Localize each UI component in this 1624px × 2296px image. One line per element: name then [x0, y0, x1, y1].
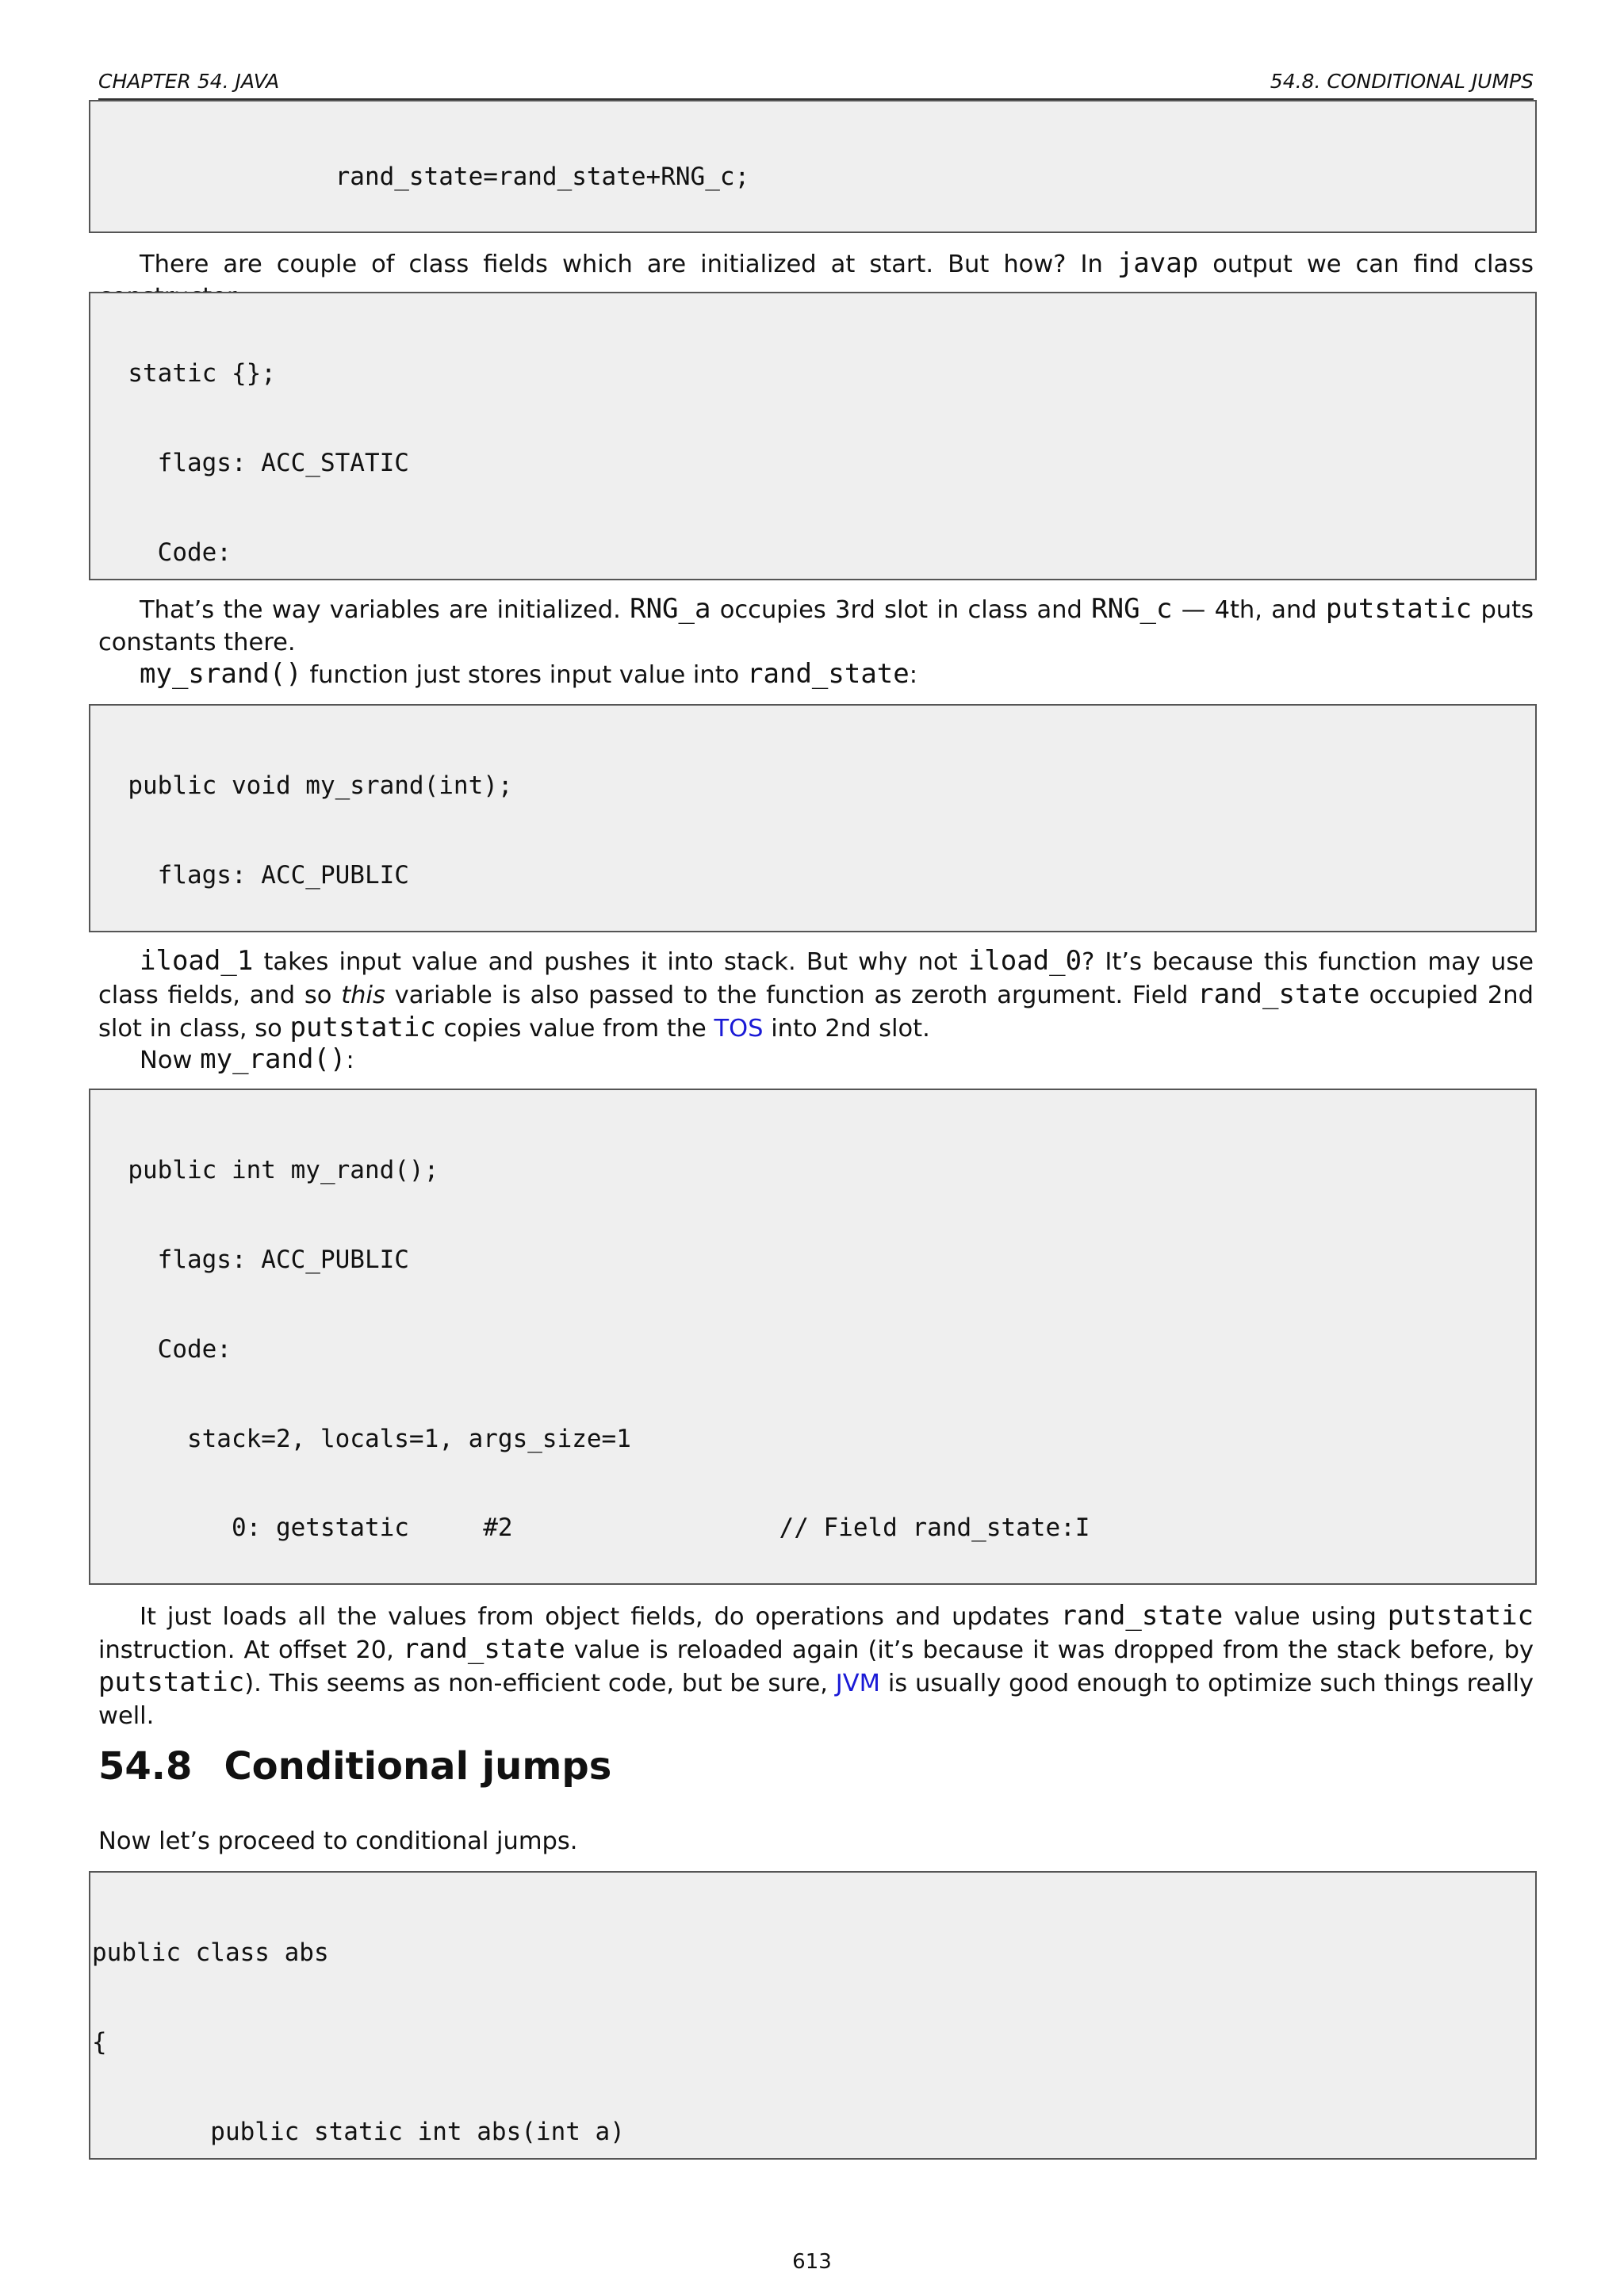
- text: Now let’s proceed to conditional jumps.: [98, 1827, 578, 1855]
- inline-code: putstatic: [1387, 1600, 1534, 1632]
- inline-code: rand_state: [1060, 1600, 1224, 1632]
- text: occupies 3rd slot in class and: [710, 596, 1092, 624]
- text: copies value from the: [435, 1015, 714, 1043]
- inline-code: RNG_a: [630, 593, 711, 625]
- code-block-2: [89, 292, 1537, 580]
- text: occupied 2nd slot in class, so: [98, 982, 1534, 1043]
- code-line: public static int abs(int a): [92, 2117, 625, 2146]
- code-block-1: [89, 100, 1537, 233]
- code-line: 0: getstatic #2 // Field rand_state:I: [98, 1513, 1090, 1543]
- glossary-link-tos[interactable]: TOS: [714, 1015, 764, 1043]
- inline-code: putstatic: [1325, 593, 1473, 625]
- code-line: flags: ACC_PUBLIC: [98, 1245, 409, 1274]
- text: :: [909, 661, 918, 689]
- inline-code: RNG_c: [1091, 593, 1173, 625]
- text: puts constants there.: [98, 596, 1534, 656]
- text: It just loads all the values from object fields, do operations and updates: [140, 1603, 1061, 1631]
- text: variable is also passed to the function as zeroth argument. Field: [385, 982, 1198, 1009]
- header-section: 54.8. CONDITIONAL JUMPS: [1270, 70, 1534, 93]
- text: into 2nd slot.: [763, 1015, 930, 1043]
- code-line: flags: ACC_STATIC: [98, 448, 409, 477]
- text: Now: [140, 1047, 201, 1074]
- text: value using: [1223, 1603, 1388, 1631]
- inline-code: putstatic: [289, 1012, 436, 1043]
- code-line: rand_state=rand_state+RNG_c;: [98, 163, 750, 192]
- code-line: static {};: [98, 359, 276, 388]
- text: :: [346, 1047, 354, 1074]
- code-line: Code:: [98, 538, 232, 567]
- code-block-4: [89, 1089, 1537, 1585]
- inline-code: my_srand(): [140, 658, 302, 690]
- section-title-text: Conditional jumps: [224, 1744, 612, 1789]
- paragraph: [98, 1600, 1534, 1732]
- text: ? It’s because this function may use class fields, and so: [98, 948, 1534, 1009]
- header-chapter: CHAPTER 54. JAVA: [98, 70, 280, 93]
- paragraph: [98, 1043, 1534, 1077]
- code-line: {: [92, 2027, 107, 2057]
- page-number: 613: [792, 2250, 832, 2274]
- inline-code: iload_0: [967, 945, 1082, 977]
- text: instruction. At offset 20,: [98, 1636, 403, 1664]
- inline-code: rand_state: [747, 658, 910, 690]
- text: takes input value and pushes it into stack. But why not: [253, 948, 968, 976]
- text: There are couple of class fields which are initialized at start. But how? In: [140, 251, 1117, 278]
- paragraph: [98, 658, 1534, 691]
- text: — 4th, and: [1172, 596, 1326, 624]
- section-number: 54.8: [98, 1744, 193, 1789]
- text: function just stores input value into: [301, 661, 748, 689]
- code-line: flags: ACC_PUBLIC: [98, 860, 409, 890]
- glossary-link-jvm[interactable]: JVM: [835, 1670, 880, 1697]
- text: output we can find class: [1212, 251, 1534, 278]
- paragraph: [98, 945, 1534, 1045]
- inline-code: javap: [1116, 247, 1199, 279]
- paragraph: [98, 593, 1534, 659]
- inline-code: rand_state: [402, 1633, 565, 1665]
- text: That’s the way variables are initialized.: [140, 596, 630, 624]
- code-block-5: [89, 1871, 1537, 2160]
- code-block-3: [89, 704, 1537, 932]
- inline-code: putstatic: [98, 1667, 245, 1698]
- inline-code: my_rand(): [200, 1043, 347, 1075]
- code-line: public int my_rand();: [98, 1156, 439, 1185]
- inline-code: rand_state: [1197, 978, 1360, 1010]
- paragraph: [98, 1825, 1534, 1858]
- section-heading: [98, 1744, 611, 1789]
- text: is usually good enough to optimize such things really well.: [98, 1670, 1534, 1730]
- code-line: stack=2, locals=1, args_size=1: [98, 1424, 631, 1453]
- code-line: public class abs: [92, 1938, 329, 1968]
- text: ). This seems as non-efficient code, but be sure,: [244, 1670, 836, 1697]
- inline-code: iload_1: [140, 945, 254, 977]
- emphasis: this: [341, 982, 385, 1009]
- code-line: Code:: [98, 1334, 232, 1364]
- code-line: public void my_srand(int);: [98, 771, 513, 801]
- text: value is reloaded again (it’s because it was dropped from the stack before, by: [565, 1636, 1534, 1664]
- running-header: [98, 70, 1534, 100]
